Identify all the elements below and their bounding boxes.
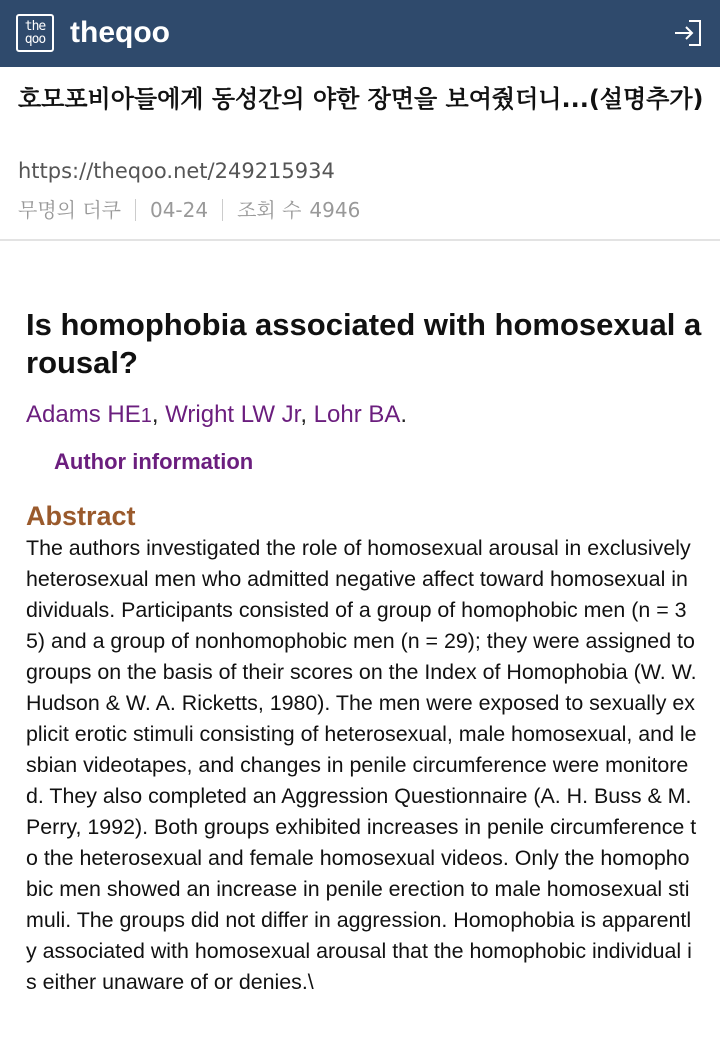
article-title: Is homophobia associated with homosexual arousal? (26, 307, 702, 380)
post-url[interactable]: https://theqoo.net/249215934 (18, 159, 335, 183)
site-logo[interactable] (16, 14, 54, 52)
post-views-count: 4946 (309, 198, 361, 222)
article-content (26, 306, 706, 998)
post-date: 04-24 (149, 198, 209, 222)
post-meta (18, 196, 360, 224)
logo-text-bottom: qoo (24, 32, 46, 47)
post-author: 무명의 더쿠 (18, 198, 121, 222)
author-affiliation-number[interactable]: 1 (140, 405, 152, 427)
post-title: 호모포비아들에게 동성간의 야한 장면을 보여줬더니...(설명추가) (18, 85, 704, 113)
author-separator: , (151, 401, 166, 428)
meta-divider (222, 199, 223, 221)
author-separator: , (300, 401, 314, 428)
post-header (0, 67, 720, 241)
author-list (26, 400, 706, 431)
author-link-lohr[interactable]: Lohr BA (313, 401, 401, 428)
site-name[interactable]: theqoo (70, 16, 170, 49)
logo-text-top: the (24, 19, 46, 34)
author-information-link[interactable]: Author information (54, 449, 254, 474)
author-link-adams[interactable]: Adams HE (26, 401, 141, 428)
abstract-heading: Abstract (26, 501, 136, 531)
login-arrow-icon[interactable] (672, 18, 704, 48)
top-navigation-bar (0, 0, 720, 67)
post-views-label: 조회 수 (237, 198, 302, 222)
abstract-text: The authors investigated the role of homosexual arousal in exclusively heterosexual men who admitted negative affect toward homosexual individuals. Participants consisted of a group of homophobic men (n = 35) and a group of nonhomophobic men (n = 29); they were assigned to groups on the basis of their scores on the Index of Homophobia (W. W. Hudson & W. A. Ricketts, 1980). The men were exposed to sexually explicit erotic stimuli consisting of heterosexual, male homosexual, and lesbian videotapes, and changes in penile circumference were monitored. They also completed an Aggression Questionnaire (A. H. Buss & M. Perry, 1992). Both groups exhibited increases in penile circumference to the heterosexual and female homosexual videos. Only the homophobic men showed an increase in penile erection to male homosexual stimuli. The groups did not differ in aggression. Homophobia is apparently associated with homosexual arousal that the homophobic individual is either unaware of or denies.\ (26, 536, 697, 994)
meta-divider (135, 199, 136, 221)
author-link-wright[interactable]: Wright LW Jr (165, 401, 301, 428)
author-end-period: . (400, 401, 408, 428)
